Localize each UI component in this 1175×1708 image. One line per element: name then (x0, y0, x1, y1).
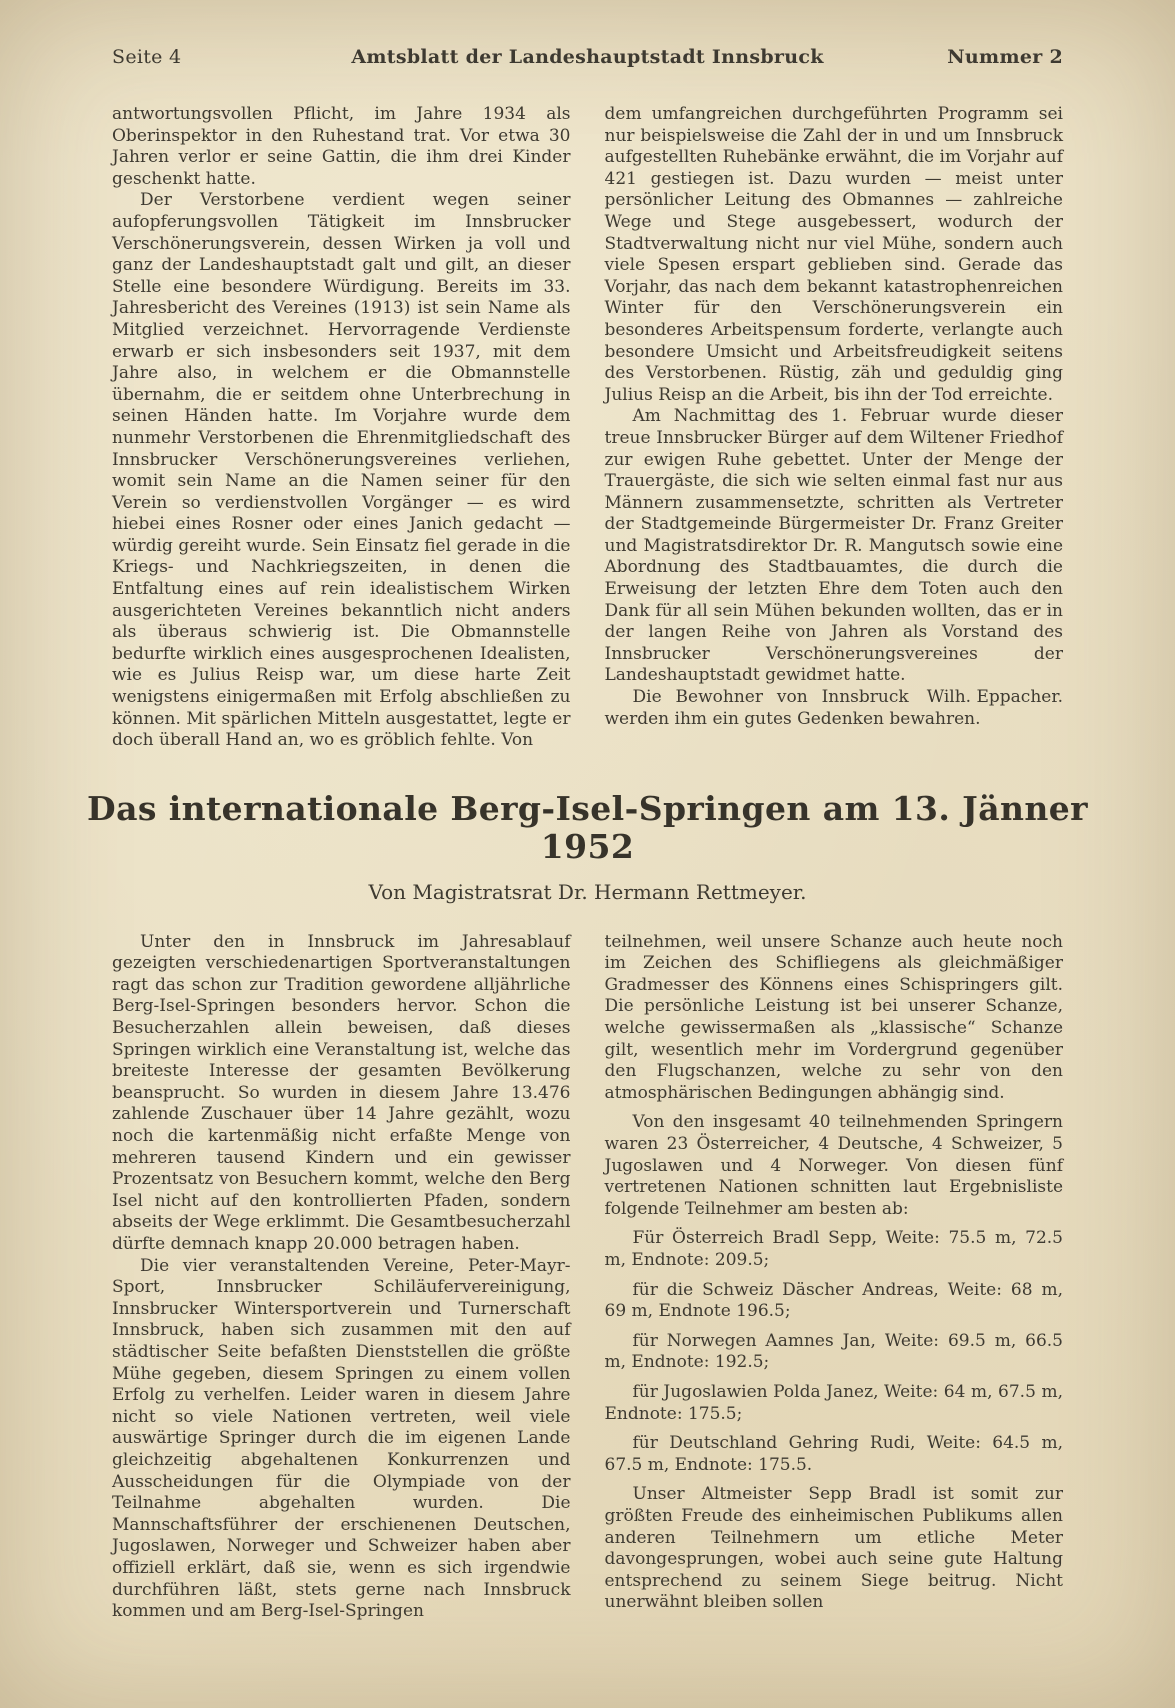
paragraph: Von den insgesamt 40 teilnehmenden Springern waren 23 Österreicher, 4 Deutsche, 4 Schweizer, 5 Jugoslawen und 4 Norweger. Von diesen fünf vertretenen Nationen schnitten laut Ergebnisliste folgende Teilnehmer am besten ab: (604, 1112, 1063, 1219)
author-signature: Wilh. Eppacher. (926, 687, 1063, 708)
paragraph-text: Die Bewohner von Innsbruck werden ihm ein gutes Gedenken bewahren. (604, 687, 981, 729)
paragraph: Am Nachmittag des 1. Februar wurde dieser treue Innsbrucker Bürger auf dem Wiltener Friedhof zur ewigen Ruhe gebettet. Unter der Menge der Trauergäste, die sich wie selten einmal fast nur aus Männern zusammensetzte, schritten als Vertreter der Stadtgemeinde Bürgermeister Dr. Franz Greiter und Magistratsdirektor Dr. R. Mangutsch sowie eine Abordnung des Stadtbauamtes, die durch die Erweisung der letzten Ehre dem Toten auch den Dank für all sein Mühen bekunden wollten, das er in der langen Reihe von Jahren als Vorstand des Innsbrucker Verschönerungsvereines der Landeshauptstadt gewidmet hatte. (604, 406, 1063, 686)
paragraph: Der Verstorbene verdient wegen seiner aufopferungsvollen Tätigkeit im Innsbrucker Verschönerungsverein, dessen Wirken ja voll und ganz der Landeshauptstadt galt und gilt, an dieser Stelle eine besondere Würdigung. Bereits im 33. Jahresbericht des Vereines (1913) ist sein Name als Mitglied verzeichnet. Hervorragende Verdienste erwarb er sich insbesonders seit 1937, mit dem Jahre also, in welchem er die Obmannstelle übernahm, die er seitdem ohne Unterbrechung in seinen Händen hatte. Im Vorjahre wurde dem nunmehr Verstorbenen die Ehrenmitgliedschaft des Innsbrucker Verschönerungsvereines verliehen, womit sein Name an die Namen seiner für den Verein so verdienstvollen Vorgänger — es wird hiebei eines Rosner oder eines Janich gedacht — würdig gereiht wurde. Sein Einsatz fiel gerade in die Kriegs- und Nachkriegszeiten, in denen die Entfaltung eines auf rein idealistischem Wirken ausgerichteten Vereines bekanntlich nicht anders als überaus schwierig ist. Die Obmannstelle bedurfte wirklich eines ausgesprochenen Idealisten, wie es Julius Reisp war, um diese harte Zeit wenigstens einigermaßen mit Erfolg abschließen zu können. Mit spärlichen Mitteln ausgestattet, legte er doch überall Hand an, wo es gröblich fehlte. Von (112, 190, 571, 751)
page-number: Seite 4 (112, 46, 182, 68)
article-headline: Das internationale Berg-Isel-Springen am 13. Jänner 1952 (87, 788, 1088, 866)
page-header (0, 0, 1175, 68)
issue-number: Nummer 2 (947, 46, 1063, 68)
paragraph-with-signature (605, 687, 1064, 730)
result-entry-yugoslavia: für Jugoslawien Polda Janez, Weite: 64 m, 67.5 m, Endnote: 175.5; (604, 1381, 1063, 1424)
result-entry-norway: für Norwegen Aamnes Jan, Weite: 69.5 m, 66.5 m, Endnote: 192.5; (604, 1330, 1063, 1373)
article-left-column (112, 932, 571, 1623)
obituary-left-column (112, 104, 571, 752)
paragraph: Unter den in Innsbruck im Jahresablauf gezeigten verschiedenartigen Sportveranstaltungen ragt das schon zur Tradition gewordene alljährliche Berg-Isel-Springen besonders hervor. Schon die Besucherzahlen allein beweisen, daß dieses Springen wirklich eine Veranstaltung ist, welche das breiteste Interesse der gesamten Bevölkerung beansprucht. So wurden in diesem Jahre 13.476 zahlende Zuschauer über 14 Jahre gezählt, wozu noch die kartenmäßig nicht erfaßte Menge von mehreren tausend Kindern und ein gewisser Prozentsatz von Besuchern kommt, welche den Berg Isel nicht auf den kontrollierten Pfaden, sondern abseits der Wege erklimmt. Die Gesamtbesucherzahl dürfte demnach knapp 20.000 betragen haben. (112, 931, 571, 1254)
paragraph: antwortungsvollen Pflicht, im Jahre 1934 als Oberinspektor in den Ruhestand trat. Vor etwa 30 Jahren verlor er seine Gattin, die ihm drei Kinder geschenkt hatte. (112, 104, 571, 189)
paragraph: Die vier veranstaltenden Vereine, Peter-Mayr-Sport, Innsbrucker Schiläufervereinigung, Innsbrucker Wintersportverein und Turnerschaft Innsbruck, haben sich zusammen mit den auf städtischer Seite befaßten Dienststellen die größte Mühe gegeben, diesem Springen zu einem vollen Erfolg zu verhelfen. Leider waren in diesem Jahre nicht so viele Nationen vertreten, weil viele auswärtige Springer durch die im eigenen Lande gleichzeitig abgehaltenen Konkurrenzen und Ausscheidungen für die Olympiade von der Teilnahme abgehalten wurden. Die Mannschaftsführer der erschienenen Deutschen, Jugoslawen, Norweger und Schweizer haben aber offiziell erklärt, daß sie, wenn es sich irgendwie durchführen läßt, stets gerne nach Innsbruck kommen und am Berg-Isel-Springen (112, 1255, 571, 1622)
result-entry-austria: Für Österreich Bradl Sepp, Weite: 75.5 m, 72.5 m, Endnote: 209.5; (604, 1228, 1063, 1270)
obituary-section (0, 104, 1175, 752)
article-byline: Von Magistratsrat Dr. Hermann Rettmeyer. (368, 879, 807, 904)
obituary-right-column (605, 104, 1064, 752)
article-section (0, 932, 1175, 1623)
result-entry-switzerland: für die Schweiz Däscher Andreas, Weite: 68 m, 69 m, Endnote 196.5; (604, 1279, 1063, 1322)
result-entry-germany: für Deutschland Gehring Rudi, Weite: 64.5 m, 67.5 m, Endnote: 175.5. (604, 1433, 1063, 1475)
newspaper-title: Amtsblatt der Landeshauptstadt Innsbruck (351, 46, 824, 68)
paragraph: Unser Altmeister Sepp Bradl ist somit zur größten Freude des einheimischen Publikums allen anderen Teilnehmern um etliche Meter davongesprungen, wobei auch seine gute Haltung entsprechend zu seinem Siege beitrug. Nicht unerwähnt bleiben sollen (604, 1484, 1063, 1613)
paragraph: teilnehmen, weil unsere Schanze auch heute noch im Zeichen des Schifliegens als gleichmäßiger Gradmesser des Könnens eines Schispringers gilt. Die persönliche Leistung ist bei unserer Schanze, welche gewissermaßen als „klassische“ Schanze gilt, wesentlich mehr im Vordergrund gegenüber den Flugschanzen, welche zu sehr von den atmosphärischen Bedingungen abhängig sind. (604, 931, 1063, 1103)
article-right-column (605, 932, 1064, 1623)
paragraph: dem umfangreichen durchgeführten Programm sei nur beispielsweise die Zahl der in und um Innsbruck aufgestellten Ruhebänke erwähnt, die im Vorjahr auf 421 gestiegen ist. Dazu wurden — meist unter persönlicher Leitung des Obmannes — zahlreiche Wege und Stege ausgebessert, wodurch der Stadtverwaltung nicht nur viel Mühe, sondern auch viele Spesen erspart geblieben sind. Gerade das Vorjahr, das nach dem bekannt katastrophenreichen Winter für den Verschönerungsverein ein besonderes Arbeitspensum forderte, verlangte auch besondere Umsicht und Arbeitsfreudigkeit seitens des Verstorbenen. Rüstig, zäh und geduldig ging Julius Reisp an die Arbeit, bis ihn der Tod erreichte. (604, 104, 1063, 405)
